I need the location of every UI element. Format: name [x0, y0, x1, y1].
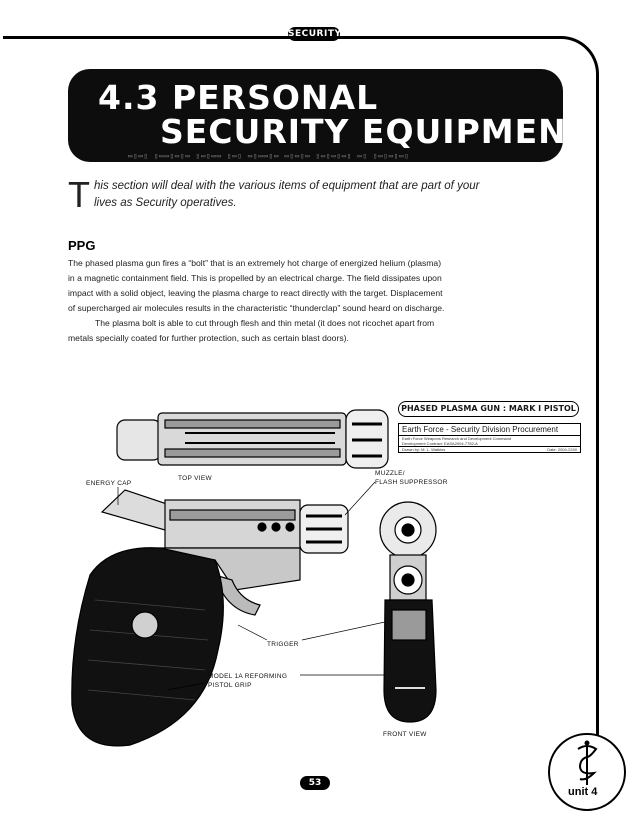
top-view-drawing — [117, 410, 388, 468]
side-view-drawing — [72, 490, 348, 746]
spec-line2: Development Contract: EASA2004-7782-A — [402, 441, 478, 446]
title-code-strip: ▭▯▭▯ ▯▭▭▯▭▯▭ ▯▭▯▭▭ ▯▭▯ ▭▯▭▭▯▭ ▭▯▭▯▭ ▯▭▯▭▯▭▯ ▭▯ ▯▭▯▭▯▭▯ — [128, 152, 410, 160]
unit-badge — [548, 733, 626, 811]
spec-line1: Earth Force Weapons Research and Development Command — [402, 436, 512, 441]
body-paragraph-2: The plasma bolt is able to cut through flesh and thin metal (it does not ricochet apart from metals specially coated for further protection, such as certain blast doors). — [68, 318, 435, 343]
intro-dropcap: T — [68, 174, 90, 215]
page-number: 53 — [300, 776, 330, 790]
spec-drawn-by: Drawn by: M. L. Watkins — [402, 447, 446, 452]
unit-label: unit 4 — [568, 786, 598, 798]
page-title-line1: 4.3 PERSONAL — [98, 78, 379, 117]
front-view-drawing — [380, 502, 436, 722]
page-title-line2: SECURITY EQUIPMENT — [160, 112, 591, 151]
spec-date: Date: 2004-2240 — [547, 447, 577, 452]
label-grip-line2: PISTOL GRIP — [208, 682, 252, 689]
body-paragraph-1: The phased plasma gun fires a “bolt” that is an extremely hot charge of energized helium (plasma) in a magnetic containment field. This is propelled by an electrical charge. The field dissipates upon impact with a solid object, leaving the plasma charge to react directly with the target. Displacement of supercharged air molecules results in the characteristic “thunderclap” sound heard on discharge. — [68, 258, 445, 313]
spec-sheet-title: PHASED PLASMA GUN : MARK I PISTOL — [398, 401, 579, 417]
section-heading: PPG — [68, 238, 96, 253]
spec-org: Earth Force - Security Division Procurement — [399, 424, 580, 436]
label-muzzle: MUZZLE/ — [375, 470, 405, 477]
label-grip-line1: MODEL 1A REFORMING — [208, 673, 288, 680]
label-trigger: TRIGGER — [267, 641, 299, 648]
label-front-view: FRONT VIEW — [383, 731, 427, 738]
label-top-view: TOP VIEW — [178, 475, 212, 482]
label-side-view: SIDE VIEW — [103, 731, 140, 738]
intro-text: his section will deal with the various items of equipment that are part of your lives as Security operatives. — [94, 180, 480, 209]
label-flash-suppressor: FLASH SUPPRESSOR — [375, 479, 448, 486]
label-energy-cap: ENERGY CAP — [86, 480, 132, 487]
section-tab: SECURITY — [288, 29, 342, 39]
